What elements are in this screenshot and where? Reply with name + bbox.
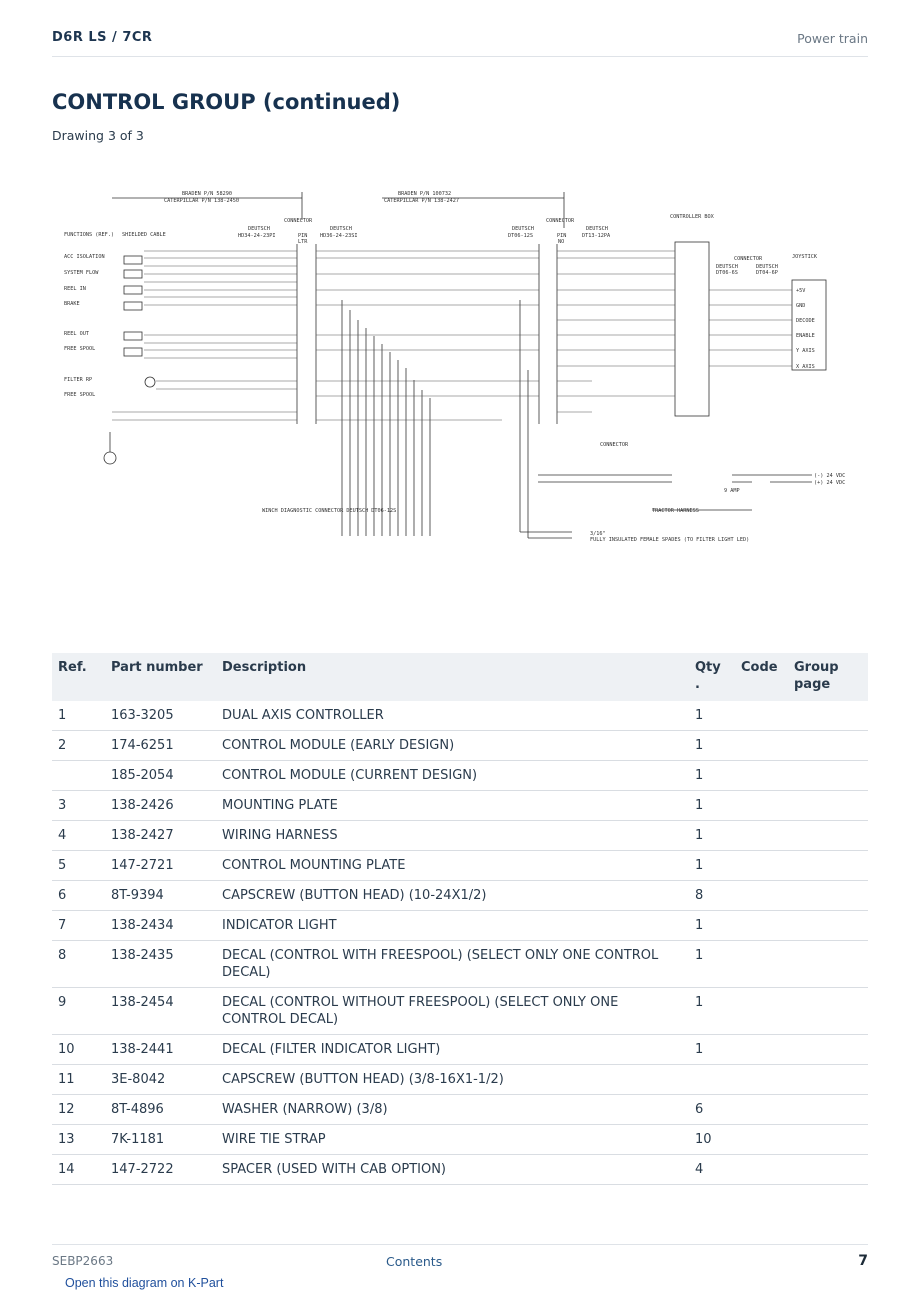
row-group-page <box>788 821 868 851</box>
row-qty: 1 <box>689 701 735 731</box>
header-description: Description <box>216 653 689 701</box>
row-description: DECAL (CONTROL WITH FREESPOOL) (SELECT ONLY ONE CONTROL DECAL) <box>216 941 689 988</box>
row-qty: 1 <box>689 1035 735 1065</box>
row-qty: 4 <box>689 1155 735 1185</box>
row-group-page <box>788 1065 868 1095</box>
func-reel-out: REEL OUT <box>64 331 89 337</box>
table-row <box>52 791 868 821</box>
table-row <box>52 1035 868 1065</box>
row-code <box>735 1065 788 1095</box>
connector-mid-label: CONNECTOR <box>546 218 575 224</box>
row-part-number: 138-2426 <box>105 791 216 821</box>
functions-label: FUNCTIONS (REF.) <box>64 232 114 238</box>
winch-connector-label: WINCH DIAGNOSTIC CONNECTOR DEUTSCH DT06-12S <box>262 508 397 514</box>
row-code <box>735 1095 788 1125</box>
row-description: CONTROL MODULE (CURRENT DESIGN) <box>216 761 689 791</box>
row-part-number: 7K-1181 <box>105 1125 216 1155</box>
joy-pin-decode: DECODE <box>796 318 815 324</box>
row-group-page <box>788 851 868 881</box>
joy-pin-x-axis: X AXIS <box>796 364 815 370</box>
power-positive: (+) 24 VDC <box>814 480 846 486</box>
row-ref: 1 <box>52 701 105 731</box>
row-description: CONTROL MOUNTING PLATE <box>216 851 689 881</box>
row-qty: 1 <box>689 821 735 851</box>
table-row <box>52 851 868 881</box>
table-row <box>52 988 868 1035</box>
header-part-number: Part number <box>105 653 216 701</box>
row-qty: 1 <box>689 761 735 791</box>
row-description: DUAL AXIS CONTROLLER <box>216 701 689 731</box>
page-footer <box>52 1244 868 1275</box>
row-description: CONTROL MODULE (EARLY DESIGN) <box>216 731 689 761</box>
table-row <box>52 911 868 941</box>
table-row <box>52 941 868 988</box>
tractor-harness-label: TRACTOR HARNESS <box>652 508 699 514</box>
row-group-page <box>788 881 868 911</box>
parts-table <box>52 653 868 1185</box>
row-description: INDICATOR LIGHT <box>216 911 689 941</box>
row-qty: 1 <box>689 988 735 1035</box>
row-qty: 1 <box>689 851 735 881</box>
row-group-page <box>788 911 868 941</box>
row-description: WIRING HARNESS <box>216 821 689 851</box>
row-part-number: 163-3205 <box>105 701 216 731</box>
connector-left-label: CONNECTOR <box>284 218 313 224</box>
row-qty: 1 <box>689 731 735 761</box>
row-qty: 1 <box>689 791 735 821</box>
table-row <box>52 761 868 791</box>
row-group-page <box>788 1125 868 1155</box>
row-group-page <box>788 701 868 731</box>
row-ref <box>52 761 105 791</box>
table-row <box>52 1155 868 1185</box>
row-description: WIRE TIE STRAP <box>216 1125 689 1155</box>
page-title <box>52 90 400 114</box>
deutsch-mid-a: DEUTSCH <box>512 226 534 232</box>
pin-no-label: NO <box>558 239 565 245</box>
parts-table-body <box>52 701 868 1185</box>
row-part-number: 147-2722 <box>105 1155 216 1185</box>
row-ref: 7 <box>52 911 105 941</box>
power-negative: (-) 24 VDC <box>814 473 846 479</box>
row-code <box>735 821 788 851</box>
table-row <box>52 731 868 761</box>
shielded-label: SHIELDED CABLE <box>122 232 166 238</box>
row-code <box>735 911 788 941</box>
joystick-label: JOYSTICK <box>792 254 817 260</box>
row-group-page <box>788 941 868 988</box>
row-ref: 2 <box>52 731 105 761</box>
row-description: WASHER (NARROW) (3/8) <box>216 1095 689 1125</box>
joy-pin-y-axis: Y AXIS <box>796 348 815 354</box>
pin-label-left: PIN <box>298 233 308 239</box>
deutsch-right-b: DEUTSCH <box>756 264 778 270</box>
row-ref: 3 <box>52 791 105 821</box>
document-number: SEBP2663 <box>52 1254 114 1268</box>
row-description: SPACER (USED WITH CAB OPTION) <box>216 1155 689 1185</box>
func-brake: BRAKE <box>64 301 80 307</box>
row-code <box>735 761 788 791</box>
deutsch-part-c: DT06-12S <box>508 233 533 239</box>
func-free-spool: FREE SPOOL <box>64 346 96 352</box>
func-reel-in: REEL IN <box>64 286 86 292</box>
machine-model: D6R LS / 7CR <box>52 30 153 45</box>
fuse-label: 9 AMP <box>724 488 740 494</box>
row-part-number: 185-2054 <box>105 761 216 791</box>
drawing-subtitle: Drawing 3 of 3 <box>52 128 144 143</box>
row-ref: 6 <box>52 881 105 911</box>
row-qty: 1 <box>689 911 735 941</box>
row-group-page <box>788 988 868 1035</box>
header-code: Code <box>735 653 788 701</box>
cat-right-label: CATERPILLAR P/N 138-2427 <box>384 198 459 204</box>
row-part-number: 147-2721 <box>105 851 216 881</box>
row-code <box>735 731 788 761</box>
connector-right-label: CONNECTOR <box>734 256 763 262</box>
row-part-number: 3E-8042 <box>105 1065 216 1095</box>
row-qty: 1 <box>689 941 735 988</box>
row-ref: 11 <box>52 1065 105 1095</box>
row-code <box>735 988 788 1035</box>
row-group-page <box>788 1035 868 1065</box>
wiring-diagram <box>52 150 868 636</box>
row-part-number: 138-2427 <box>105 821 216 851</box>
row-code <box>735 701 788 731</box>
func-free-spool-2: FREE SPOOL <box>64 392 96 398</box>
table-header-row <box>52 653 868 701</box>
page-number: 7 <box>858 1253 868 1269</box>
connector-bottom-label: CONNECTOR <box>600 442 629 448</box>
table-row <box>52 881 868 911</box>
row-part-number: 138-2441 <box>105 1035 216 1065</box>
joy-pin-5v: +5V <box>796 288 806 294</box>
deutsch-left-b: DEUTSCH <box>330 226 352 232</box>
row-group-page <box>788 1095 868 1125</box>
row-code <box>735 791 788 821</box>
row-group-page <box>788 761 868 791</box>
row-description: DECAL (CONTROL WITHOUT FREESPOOL) (SELECT ONLY ONE CONTROL DECAL) <box>216 988 689 1035</box>
section-name: Power train <box>797 31 868 46</box>
header-ref: Ref. <box>52 653 105 701</box>
deutsch-part-f: DT04-6P <box>756 270 778 276</box>
deutsch-part-d: DT13-12PA <box>582 233 611 239</box>
spade-size-label: 3/16" <box>590 531 606 537</box>
row-group-page <box>788 1155 868 1185</box>
func-filter-rp: FILTER RP <box>64 377 93 383</box>
row-ref: 4 <box>52 821 105 851</box>
title-main: CONTROL GROUP <box>52 90 256 114</box>
row-ref: 10 <box>52 1035 105 1065</box>
func-acc-isolation: ACC ISOLATION <box>64 254 105 260</box>
row-group-page <box>788 731 868 761</box>
row-qty <box>689 1065 735 1095</box>
row-ref: 14 <box>52 1155 105 1185</box>
row-code <box>735 881 788 911</box>
deutsch-left-a: DEUTSCH <box>248 226 270 232</box>
joy-pin-gnd: GND <box>796 303 806 309</box>
row-code <box>735 1125 788 1155</box>
insulated-spades-label: FULLY INSULATED FEMALE SPADES (TO FILTER LIGHT LED) <box>590 537 750 543</box>
kpart-link[interactable]: Open this diagram on K-Part <box>65 1276 224 1290</box>
func-system-flow: SYSTEM FLOW <box>64 270 99 276</box>
deutsch-mid-b: DEUTSCH <box>586 226 608 232</box>
deutsch-right-a: DEUTSCH <box>716 264 738 270</box>
header-qty: Qty . <box>689 653 735 701</box>
table-row <box>52 821 868 851</box>
row-group-page <box>788 791 868 821</box>
deutsch-part-a: HD34-24-23PI <box>238 233 276 239</box>
row-part-number: 138-2434 <box>105 911 216 941</box>
row-ref: 13 <box>52 1125 105 1155</box>
deutsch-part-b: HD36-24-23SI <box>320 233 358 239</box>
table-row <box>52 701 868 731</box>
row-ref: 12 <box>52 1095 105 1125</box>
row-code <box>735 851 788 881</box>
row-part-number: 138-2454 <box>105 988 216 1035</box>
row-description: MOUNTING PLATE <box>216 791 689 821</box>
pin-label-mid: PIN <box>557 233 567 239</box>
pin-ltr-label: LTR <box>298 239 308 245</box>
row-description: CAPSCREW (BUTTON HEAD) (10-24X1/2) <box>216 881 689 911</box>
row-qty: 10 <box>689 1125 735 1155</box>
controller-box-label: CONTROLLER BOX <box>670 214 714 220</box>
row-part-number: 138-2435 <box>105 941 216 988</box>
table-row <box>52 1095 868 1125</box>
page-header <box>52 28 868 57</box>
row-description: CAPSCREW (BUTTON HEAD) (3/8-16X1-1/2) <box>216 1065 689 1095</box>
joy-pin-enable: ENABLE <box>796 333 815 339</box>
contents-link[interactable]: Contents <box>386 1254 443 1269</box>
deutsch-part-e: DT06-6S <box>716 270 738 276</box>
row-ref: 5 <box>52 851 105 881</box>
table-row <box>52 1125 868 1155</box>
cat-left-label: CATERPILLAR P/N 138-2450 <box>164 198 239 204</box>
row-ref: 9 <box>52 988 105 1035</box>
row-part-number: 174-6251 <box>105 731 216 761</box>
row-code <box>735 941 788 988</box>
row-description: DECAL (FILTER INDICATOR LIGHT) <box>216 1035 689 1065</box>
row-code <box>735 1155 788 1185</box>
table-row <box>52 1065 868 1095</box>
title-suffix: (continued) <box>255 90 401 114</box>
braden-left-label: BRADEN P/N 58290 <box>182 191 232 197</box>
braden-right-label: BRADEN P/N 100732 <box>398 191 452 197</box>
header-group-page: Group page <box>788 653 868 701</box>
row-part-number: 8T-9394 <box>105 881 216 911</box>
row-ref: 8 <box>52 941 105 988</box>
row-qty: 6 <box>689 1095 735 1125</box>
row-qty: 8 <box>689 881 735 911</box>
row-code <box>735 1035 788 1065</box>
row-part-number: 8T-4896 <box>105 1095 216 1125</box>
